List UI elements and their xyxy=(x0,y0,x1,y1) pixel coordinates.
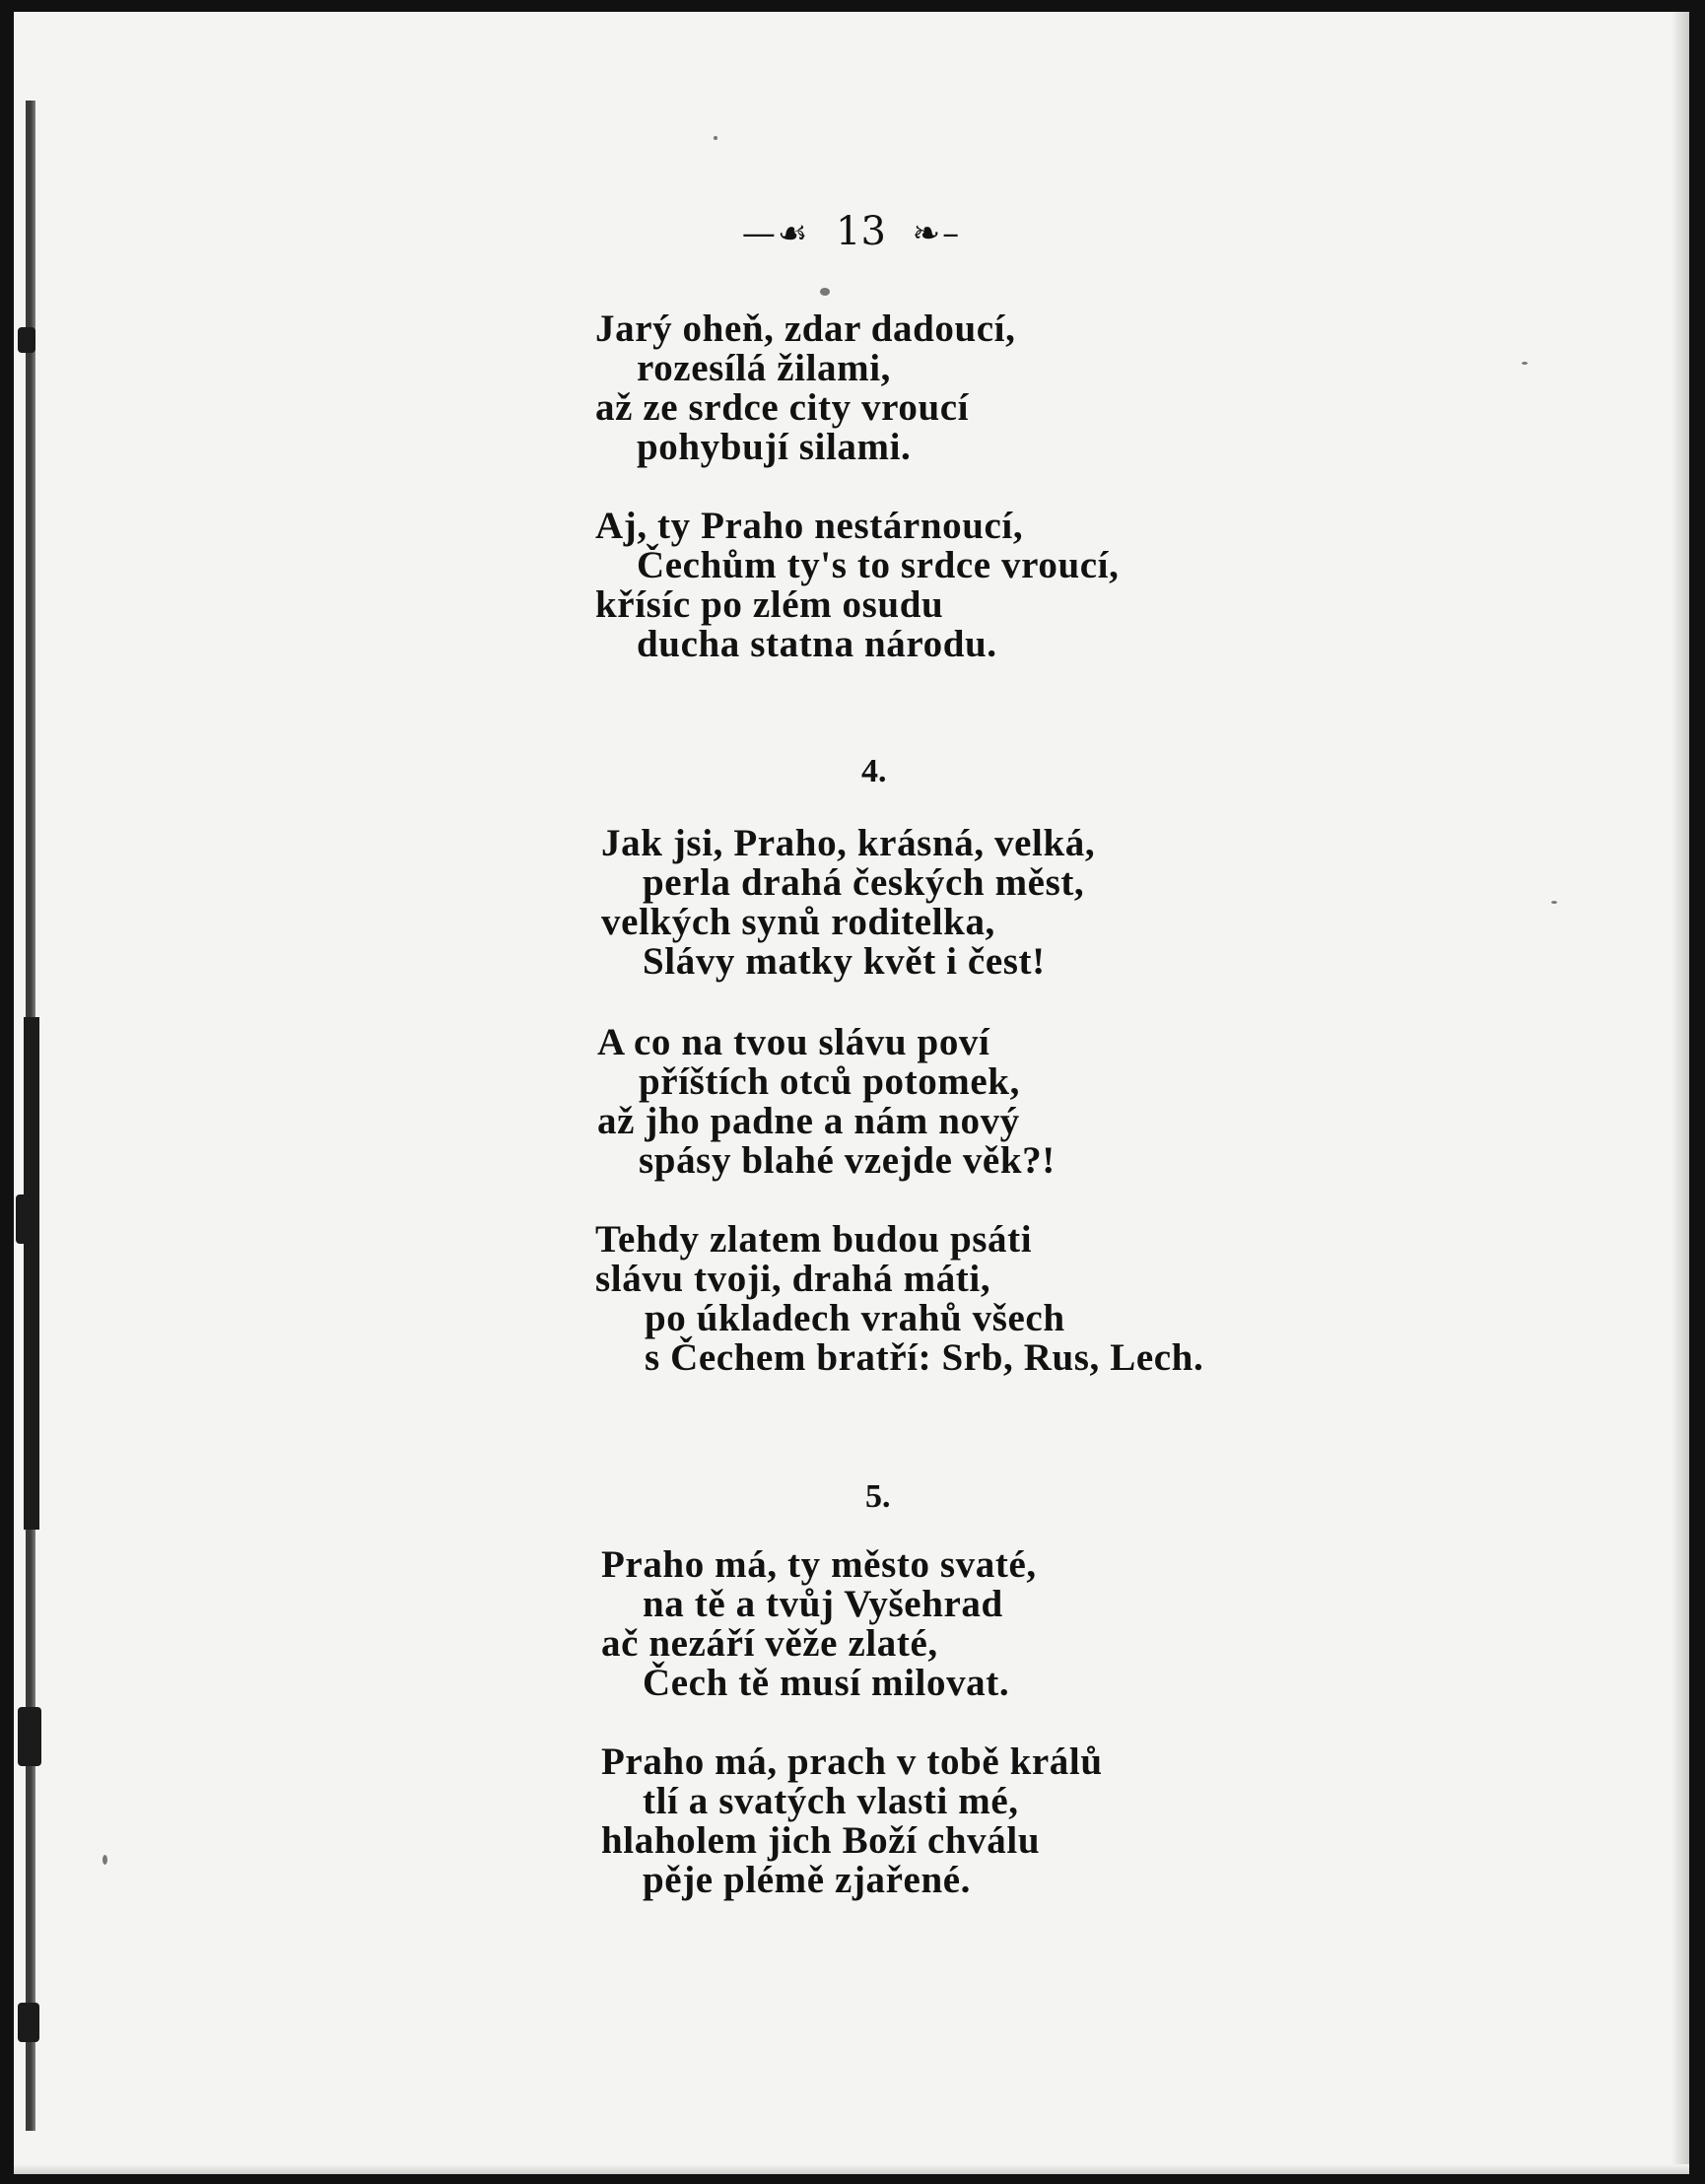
verse-line: s Čechem bratří: Srb, Rus, Lech. xyxy=(645,1336,1204,1379)
poem-stanza xyxy=(601,1742,1103,1900)
verse-line: ducha statna národu. xyxy=(637,623,997,665)
binding-mark xyxy=(16,1194,37,1244)
paper-speck xyxy=(102,1855,107,1865)
verse-line: Praho má, ty město svaté, xyxy=(601,1543,1037,1586)
verse-line: spásy blahé vzejde věk?! xyxy=(639,1139,1056,1182)
binding-mark xyxy=(18,1707,41,1766)
verse-line: Tehdy zlatem budou psáti xyxy=(595,1218,1033,1261)
right-ornament: ❧– xyxy=(912,214,962,253)
section-number: 5. xyxy=(865,1478,891,1515)
scanned-page xyxy=(14,12,1689,2174)
binding-shadow xyxy=(24,1017,39,1530)
verse-line: Čech tě musí milovat. xyxy=(643,1662,1010,1704)
verse-line: slávu tvoji, drahá máti, xyxy=(595,1258,991,1300)
verse-line: Čechům ty's to srdce vroucí, xyxy=(637,544,1120,586)
poem-stanza xyxy=(595,1220,1203,1378)
verse-line: Aj, ty Praho nestárnoucí, xyxy=(595,505,1024,547)
verse-line: křísíc po zlém osudu xyxy=(595,583,944,626)
verse-line: velkých synů roditelka, xyxy=(601,901,995,943)
binding-mark xyxy=(18,327,35,353)
poem-stanza xyxy=(595,507,1119,664)
paper-speck xyxy=(1551,901,1557,904)
page-right-edge xyxy=(1671,12,1689,2174)
poem-stanza xyxy=(595,309,1015,467)
poem-stanza xyxy=(601,1545,1037,1703)
page-header xyxy=(14,209,1689,254)
verse-line: Praho má, prach v tobě králů xyxy=(601,1740,1103,1783)
page-number: 13 xyxy=(836,209,886,254)
verse-line: Slávy matky květ i čest! xyxy=(643,940,1046,983)
verse-line: Jak jsi, Praho, krásná, velká, xyxy=(601,822,1096,864)
paper-speck xyxy=(820,288,830,296)
verse-line: ač nezáří věže zlaté, xyxy=(601,1622,938,1665)
verse-line: hlaholem jich Boží chválu xyxy=(601,1819,1041,1862)
verse-line: rozesílá žilami, xyxy=(637,347,891,389)
verse-line: Jarý oheň, zdar dadoucí, xyxy=(595,307,1016,350)
poem-stanza xyxy=(601,824,1095,982)
verse-line: až ze srdce city vroucí xyxy=(595,386,970,429)
section-number: 4. xyxy=(861,753,887,789)
verse-line: perla drahá českých měst, xyxy=(643,861,1085,904)
binding-mark xyxy=(18,2003,39,2042)
paper-speck xyxy=(1522,362,1528,365)
page-bottom-edge xyxy=(14,2164,1689,2174)
verse-line: příštích otců potomek, xyxy=(639,1060,1020,1103)
verse-line: pohybují silami. xyxy=(637,426,912,468)
verse-line: tlí a svatých vlasti mé, xyxy=(643,1780,1019,1822)
verse-line: po úkladech vrahů všech xyxy=(645,1297,1065,1339)
left-ornament: —☙ xyxy=(741,214,810,253)
verse-line: na tě a tvůj Vyšehrad xyxy=(643,1583,1003,1625)
verse-line: A co na tvou slávu poví xyxy=(597,1021,990,1063)
poem-stanza xyxy=(597,1023,1056,1181)
paper-speck xyxy=(714,136,717,140)
verse-line: až jho padne a nám nový xyxy=(597,1100,1020,1142)
verse-line: pěje plémě zjařené. xyxy=(643,1859,971,1901)
